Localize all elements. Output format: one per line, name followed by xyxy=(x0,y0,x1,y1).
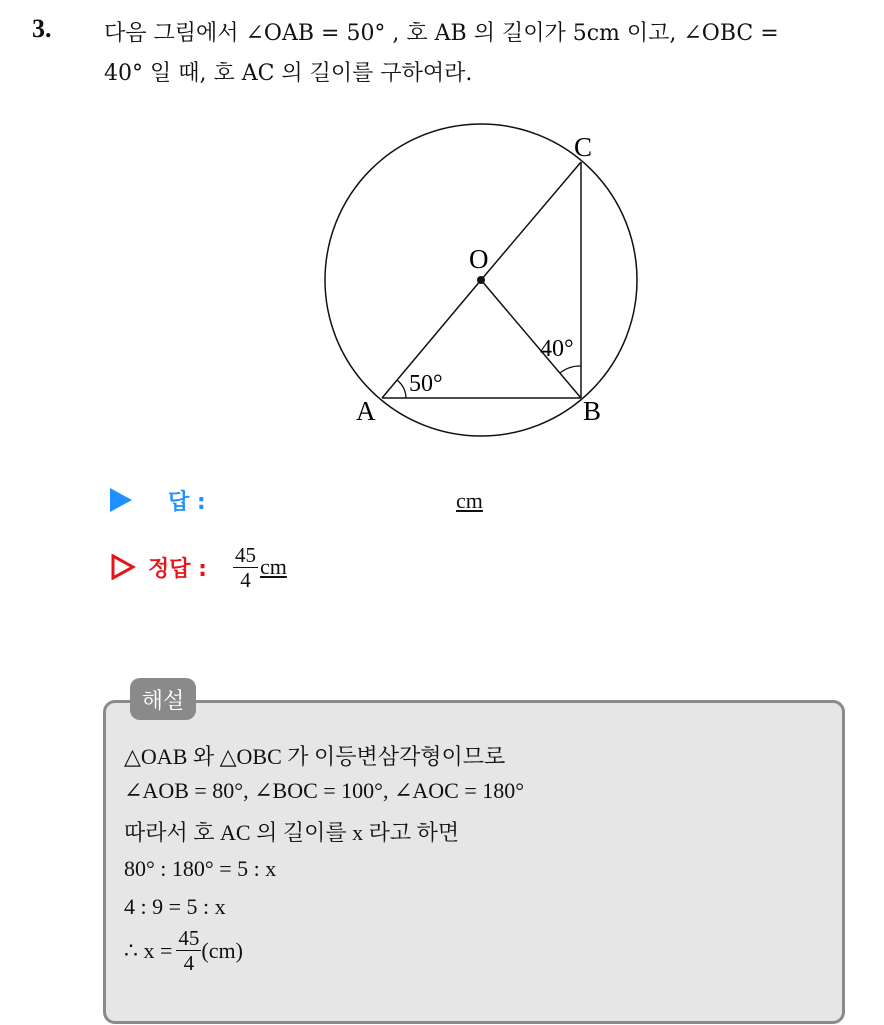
explanation-line-2: ∠AOB = 80°, ∠BOC = 100°, ∠AOC = 180° xyxy=(124,778,525,803)
question-number: 3. xyxy=(32,14,52,43)
label-O: O xyxy=(469,244,489,274)
outline-triangle-icon xyxy=(110,554,136,580)
label-C: C xyxy=(574,132,593,162)
question-text-line-1: 다음 그림에서 ∠OAB = 50° , 호 AB 의 길이가 5cm 이고, ∠OBC = xyxy=(104,21,779,46)
correct-answer-label: 정답 : xyxy=(148,556,207,582)
fraction-denominator: 4 xyxy=(240,567,251,592)
fraction-numerator: 45 xyxy=(234,542,256,567)
explanation-line-4: 80° : 180° = 5 : x xyxy=(124,856,277,881)
explanation-line-3: 따라서 호 AC 의 길이를 x 라고 하면 xyxy=(124,820,460,845)
explanation-tab: 해설 xyxy=(130,678,196,720)
result-suffix: (cm) xyxy=(201,937,243,963)
result-denominator: 4 xyxy=(183,951,195,975)
correct-answer-fraction xyxy=(233,543,258,592)
explanation-line-5: 4 : 9 = 5 : x xyxy=(124,894,226,919)
play-triangle-icon xyxy=(110,488,132,512)
center-point xyxy=(477,276,485,284)
label-A: A xyxy=(356,396,376,426)
result-prefix: ∴ x = xyxy=(124,937,173,963)
segment-AC xyxy=(481,162,581,280)
correct-answer-row xyxy=(110,542,287,592)
angle-arc-A xyxy=(397,380,406,398)
label-B: B xyxy=(583,396,602,426)
explanation-line-6 xyxy=(124,926,243,975)
circle-figure xyxy=(310,118,650,448)
angle-arc-B xyxy=(560,366,581,373)
angle-label-A: 50° xyxy=(409,371,443,397)
answer-row xyxy=(110,484,206,516)
question-text-line-2: 40° 일 때, 호 AC 의 길이를 구하여라. xyxy=(104,61,473,86)
answer-label: 답 : xyxy=(168,489,206,515)
answer-unit: cm xyxy=(456,488,483,513)
explanation-line-1: △OAB 와 △OBC 가 이등변삼각형이므로 xyxy=(124,744,506,769)
correct-answer-unit: cm xyxy=(259,554,287,579)
result-numerator: 45 xyxy=(178,926,200,950)
result-fraction xyxy=(176,926,201,975)
angle-label-B: 40° xyxy=(540,336,574,362)
